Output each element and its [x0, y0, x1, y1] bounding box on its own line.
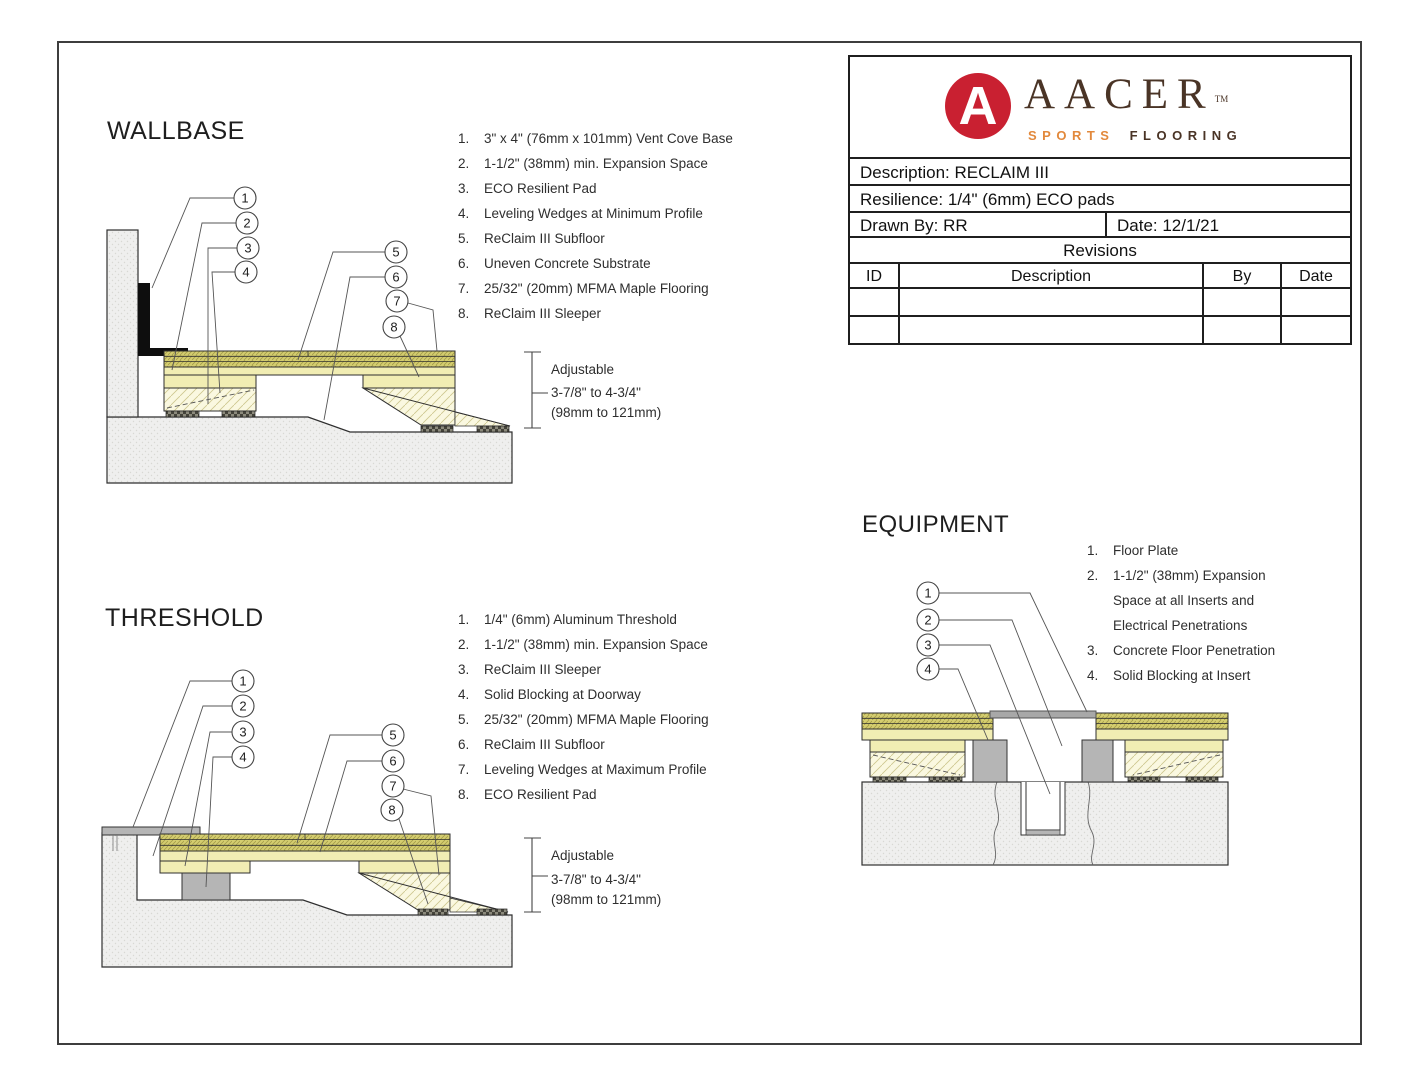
threshold-section-drawing — [95, 660, 755, 990]
revisions-column-headers — [850, 262, 1350, 287]
list-item: 1. 3" x 4" (76mm x 101mm) Vent Cove Base — [458, 131, 733, 146]
flooring-assembly — [862, 711, 1228, 782]
wallbase-section-drawing — [95, 185, 755, 500]
list-item: 2. 1-1/2" (38mm) Expansion Space at all Inserts and Electrical Penetrations — [1087, 568, 1266, 633]
callouts — [234, 187, 408, 338]
leveling-wedge — [870, 752, 965, 777]
dimension-text: Adjustable — [551, 848, 615, 863]
list-item: 8. ReClaim III Sleeper — [458, 306, 602, 321]
callout-3 — [232, 721, 254, 743]
brand-name: AACERTM — [1024, 71, 1229, 118]
svg-text:8: 8 — [390, 319, 398, 335]
list-item: 5. 25/32" (20mm) MFMA Maple Flooring — [458, 712, 709, 727]
column-by: By — [1204, 264, 1282, 287]
callouts — [232, 670, 404, 821]
leveling-wedge — [359, 873, 450, 910]
list-item: 2. 1-1/2" (38mm) min. Expansion Space — [458, 637, 708, 652]
svg-text:1: 1 — [241, 190, 249, 206]
dimension-text: (98mm to 121mm) — [551, 405, 662, 420]
callout-2 — [232, 695, 254, 717]
wall-section — [107, 230, 138, 417]
callout-4 — [917, 658, 939, 680]
eco-pad — [873, 777, 906, 782]
cell-date — [1282, 317, 1350, 343]
sleeper — [363, 375, 455, 388]
tagline-sports: SPORTS — [1028, 128, 1115, 143]
cell-by — [1204, 289, 1282, 315]
dimension-bracket — [524, 352, 661, 428]
callout-7 — [386, 290, 408, 312]
aacer-logo-mark — [945, 73, 1011, 139]
callout-8 — [383, 316, 405, 338]
list-item: 7. Leveling Wedges at Maximum Profile — [458, 762, 707, 777]
revisions-header: Revisions — [850, 236, 1350, 262]
vent-cove-base — [138, 283, 188, 356]
callout-7 — [382, 775, 404, 797]
maple-flooring — [862, 713, 993, 729]
dimension-text: 3-7/8" to 4-3/4" — [551, 872, 641, 887]
list-item: 7. 25/32" (20mm) MFMA Maple Flooring — [458, 281, 709, 296]
svg-text:8: 8 — [388, 802, 396, 818]
svg-text:3: 3 — [244, 240, 252, 256]
svg-text:3: 3 — [924, 637, 932, 653]
eco-pad — [418, 909, 448, 915]
cell-description — [900, 317, 1204, 343]
brand-tagline — [1028, 128, 1242, 143]
sleeper — [164, 375, 256, 388]
title-block — [848, 55, 1352, 345]
svg-text:2: 2 — [924, 612, 932, 628]
cell-id — [850, 289, 900, 315]
svg-text:2: 2 — [239, 698, 247, 714]
cell-by — [1204, 317, 1282, 343]
callout-6 — [385, 266, 407, 288]
callout-5 — [385, 241, 407, 263]
cell-date — [1282, 289, 1350, 315]
list-item: 1. Floor Plate — [1087, 543, 1179, 558]
callout-1 — [232, 670, 254, 692]
eco-pad — [222, 411, 255, 417]
floor-penetration-sleeve — [1021, 782, 1065, 835]
callout-8 — [381, 799, 403, 821]
callout-1 — [234, 187, 256, 209]
subfloor — [862, 729, 993, 740]
svg-text:4: 4 — [239, 749, 247, 765]
solid-blocking — [1082, 740, 1113, 782]
svg-text:2: 2 — [243, 215, 251, 231]
list-item: 3. ReClaim III Sleeper — [458, 662, 602, 677]
svg-text:4: 4 — [242, 264, 250, 280]
svg-text:5: 5 — [389, 727, 397, 743]
solid-blocking — [973, 740, 1007, 782]
eco-pad — [421, 426, 453, 432]
dimension-text: Adjustable — [551, 362, 615, 377]
eco-pad — [929, 777, 962, 782]
trademark-symbol: TM — [1214, 94, 1229, 104]
list-item: 4. Solid Blocking at Insert — [1087, 668, 1251, 683]
date-field: Date: 12/1/21 — [1117, 216, 1220, 235]
callouts — [917, 582, 939, 680]
subfloor — [160, 851, 450, 861]
svg-text:4: 4 — [924, 661, 932, 677]
subfloor — [1096, 729, 1228, 740]
wallbase-title: WALLBASE — [107, 117, 245, 145]
sleeper — [160, 861, 250, 873]
list-item: 2. 1-1/2" (38mm) min. Expansion Space — [458, 156, 708, 171]
sleeper — [870, 740, 965, 752]
svg-text:1: 1 — [239, 673, 247, 689]
list-item: 6. ReClaim III Subfloor — [458, 737, 605, 752]
svg-text:3: 3 — [239, 724, 247, 740]
callout-2 — [917, 609, 939, 631]
logo-row — [850, 57, 1350, 157]
logo-letter: A — [958, 76, 998, 136]
threshold-title: THRESHOLD — [105, 604, 264, 632]
resilience-field: Resilience: 1/4" (6mm) ECO pads — [850, 184, 1350, 211]
dimension-text: (98mm to 121mm) — [551, 892, 662, 907]
cell-id — [850, 317, 900, 343]
eco-pad — [166, 411, 199, 417]
revisions-row — [850, 315, 1350, 343]
dimension-text: 3-7/8" to 4-3/4" — [551, 385, 641, 400]
list-item: 3. Concrete Floor Penetration — [1087, 643, 1276, 658]
list-item: 4. Solid Blocking at Doorway — [458, 687, 641, 702]
equipment-title: EQUIPMENT — [862, 511, 1010, 538]
drawnby-date-row — [850, 211, 1350, 236]
eco-pad — [1128, 777, 1160, 782]
callout-3 — [917, 634, 939, 656]
maple-flooring — [1096, 713, 1228, 729]
callout-6 — [382, 750, 404, 772]
callout-2 — [236, 212, 258, 234]
column-description: Description — [900, 264, 1204, 287]
column-id: ID — [850, 264, 900, 287]
sleeper — [1125, 740, 1223, 752]
callout-3 — [237, 237, 259, 259]
description-field: Description: RECLAIM III — [850, 157, 1350, 184]
svg-text:6: 6 — [389, 753, 397, 769]
cell-description — [900, 289, 1204, 315]
eco-pad — [477, 426, 509, 432]
list-item: 3. ECO Resilient Pad — [458, 181, 597, 196]
list-item: 5. ReClaim III Subfloor — [458, 231, 605, 246]
leveling-wedge — [363, 388, 455, 425]
callout-5 — [382, 724, 404, 746]
callout-4 — [232, 746, 254, 768]
dimension-bracket — [524, 838, 661, 912]
tagline-flooring: FLOORING — [1129, 128, 1243, 143]
column-date: Date — [1299, 268, 1333, 285]
eco-pad — [477, 909, 507, 915]
floor-plate — [990, 711, 1096, 718]
eco-pad — [1186, 777, 1218, 782]
svg-text:7: 7 — [393, 293, 401, 309]
drawn-by-field: Drawn By: RR — [850, 213, 1107, 236]
svg-text:6: 6 — [392, 269, 400, 285]
revisions-row — [850, 287, 1350, 315]
sleeper — [359, 861, 450, 873]
list-item: 1. 1/4" (6mm) Aluminum Threshold — [458, 612, 677, 627]
list-item: 8. ECO Resilient Pad — [458, 787, 597, 802]
svg-text:1: 1 — [924, 585, 932, 601]
list-item: 4. Leveling Wedges at Minimum Profile — [458, 206, 703, 221]
svg-text:5: 5 — [392, 244, 400, 260]
callout-4 — [235, 261, 257, 283]
equipment-section-drawing — [845, 578, 1245, 873]
list-item: 6. Uneven Concrete Substrate — [458, 256, 651, 271]
callout-1 — [917, 582, 939, 604]
svg-text:7: 7 — [389, 778, 397, 794]
